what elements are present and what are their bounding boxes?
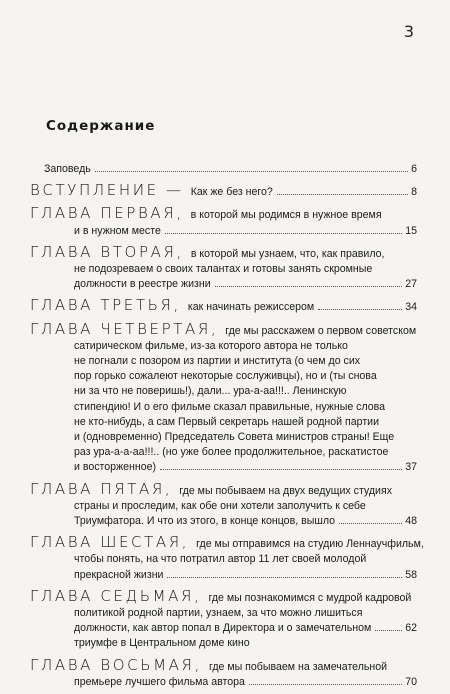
dot-leader	[95, 171, 408, 172]
entry-text: где мы побываем на двух ведущих студиях	[179, 484, 393, 497]
toc-line	[30, 533, 424, 552]
toc-line	[30, 296, 417, 315]
entry-text: как начинать режиссером	[187, 301, 315, 314]
entry-text: где мы отправимся на студию Леннаучфильм,	[196, 538, 424, 551]
entry-text: не подозреваем о своих талантах и готовы занять скромные	[74, 263, 373, 276]
dot-leader	[167, 577, 402, 578]
chapter-label: ГЛАВА ВОСЬМАЯ,	[30, 655, 202, 674]
toc-line	[30, 369, 417, 384]
entry-text: пор горько сожалеют некоторые сослуживцы), но и (ты снова	[74, 370, 377, 383]
toc-line	[30, 400, 417, 415]
toc-entry-chapter-5	[30, 480, 417, 530]
entry-text: триумфе в Центральном доме кино	[74, 637, 250, 650]
toc-line	[30, 224, 417, 239]
entry-text: страны и проследим, как обе они хотели заполучить к себе	[74, 499, 366, 512]
entry-page: 48	[405, 515, 417, 528]
dot-leader	[165, 233, 402, 234]
toc-line	[30, 262, 417, 277]
toc-line	[30, 204, 417, 223]
toc-entry-chapter-8	[30, 656, 417, 690]
entry-text: где мы побываем на замечательной	[208, 660, 388, 673]
dot-leader	[277, 194, 408, 195]
toc-line	[30, 277, 417, 292]
dot-leader	[375, 630, 402, 631]
entry-text: сатирическом фильме, из-за которого автора не только	[74, 339, 348, 352]
entry-page: 37	[405, 461, 417, 474]
toc-entry-chapter-3	[30, 296, 417, 315]
table-of-contents	[30, 162, 424, 694]
toc-line	[30, 656, 417, 675]
entry-text: политикой родной партии, узнаем, за что можно лишиться	[74, 607, 363, 620]
toc-entry-zapoved	[30, 162, 417, 177]
entry-text: не кто-нибудь, а сам Первый секретарь нашей родной партии	[74, 415, 380, 428]
entry-page: 8	[411, 186, 417, 199]
dot-leader	[160, 469, 402, 470]
page-number: 3	[403, 22, 414, 41]
toc-line	[30, 675, 417, 690]
toc-line	[30, 499, 417, 514]
toc-entry-chapter-1	[30, 204, 417, 238]
entry-text: в которой мы узнаем, что, как правило,	[190, 247, 385, 260]
entry-page: 27	[405, 278, 417, 291]
toc-line	[30, 636, 417, 651]
entry-text: в которой мы родимся в нужное время	[190, 209, 382, 222]
chapter-label: ГЛАВА ТРЕТЬЯ,	[30, 296, 181, 315]
chapter-label: ГЛАВА ШЕСТАЯ,	[30, 533, 190, 552]
entry-page: 15	[405, 224, 417, 237]
chapter-label: ГЛАВА СЕДЬМАЯ,	[30, 586, 202, 605]
chapter-label: ВСТУПЛЕНИЕ —	[30, 181, 184, 200]
toc-line	[30, 587, 417, 606]
toc-line	[30, 162, 417, 177]
toc-line	[30, 415, 417, 430]
entry-text: не погнали с позором из партии и института (о чем до сих	[74, 355, 361, 368]
entry-text: стипендию! И о его фильме сказал правильные, нужные слова	[74, 400, 386, 413]
entry-text: где мы познакомимся с мудрой кадровой	[208, 591, 412, 604]
toc-entry-chapter-2	[30, 243, 417, 293]
toc-line	[30, 320, 417, 339]
entry-text: и восторженное)	[74, 461, 157, 474]
entry-page: 62	[405, 622, 417, 635]
chapter-label: ГЛАВА ВТОРАЯ,	[30, 242, 184, 261]
chapter-label: ГЛАВА ПЯТАЯ,	[30, 479, 173, 498]
toc-line	[30, 480, 417, 499]
chapter-label: ГЛАВА ПЕРВАЯ,	[30, 204, 184, 223]
toc-line	[30, 339, 417, 354]
toc-line	[30, 445, 417, 460]
entry-text: где мы расскажем о первом советском	[225, 324, 417, 337]
toc-line	[30, 514, 417, 529]
entry-text: ни за что не поверишь!), дали... ура-а-аа!!!.. Ленинскую	[74, 385, 347, 398]
entry-page: 70	[405, 675, 417, 688]
toc-line	[30, 243, 417, 262]
dot-leader	[318, 309, 402, 310]
entry-page: 6	[411, 163, 417, 175]
toc-line	[30, 568, 417, 583]
entry-text: чтобы понять, на что потратил автор 11 лет своей молодой	[74, 553, 367, 566]
dot-leader	[339, 523, 402, 524]
toc-entry-introduction	[30, 181, 417, 200]
entry-text: Как же без него?	[190, 186, 273, 199]
toc-entry-chapter-4	[30, 320, 417, 476]
toc-line	[30, 460, 417, 475]
entry-text: прекрасной жизни	[74, 568, 164, 581]
entry-text: Триумфатора. И что из этого, в конце концов, вышло	[74, 515, 336, 528]
entry-title: Заповедь	[44, 163, 91, 175]
toc-line	[30, 552, 417, 567]
toc-line	[30, 606, 417, 621]
entry-text: должности в реестре жизни	[74, 278, 211, 291]
entry-page: 58	[405, 568, 417, 581]
chapter-label: ГЛАВА ЧЕТВЕРТАЯ,	[30, 319, 219, 338]
toc-line	[30, 181, 417, 200]
toc-line	[30, 430, 417, 445]
dot-leader	[249, 684, 402, 685]
toc-entry-chapter-7	[30, 587, 417, 652]
toc-line	[30, 384, 417, 399]
dot-leader	[215, 286, 403, 287]
toc-line	[30, 354, 417, 369]
toc-line	[30, 621, 417, 636]
entry-text: должности, как автор попал в Директора и о замечательном	[74, 622, 372, 635]
entry-text: и (одновременно) Председатель Совета министров страны! Еще	[74, 431, 395, 444]
toc-entry-chapter-6	[30, 533, 424, 583]
entry-text: премьере лучшего фильма автора	[74, 675, 245, 688]
entry-text: раз ура-а-а-аа!!!.. (но уже более продолжительное, раскатистое	[74, 446, 389, 459]
toc-heading: Содержание	[46, 118, 156, 134]
entry-page: 34	[405, 301, 417, 314]
entry-text: и в нужном месте	[74, 224, 161, 237]
